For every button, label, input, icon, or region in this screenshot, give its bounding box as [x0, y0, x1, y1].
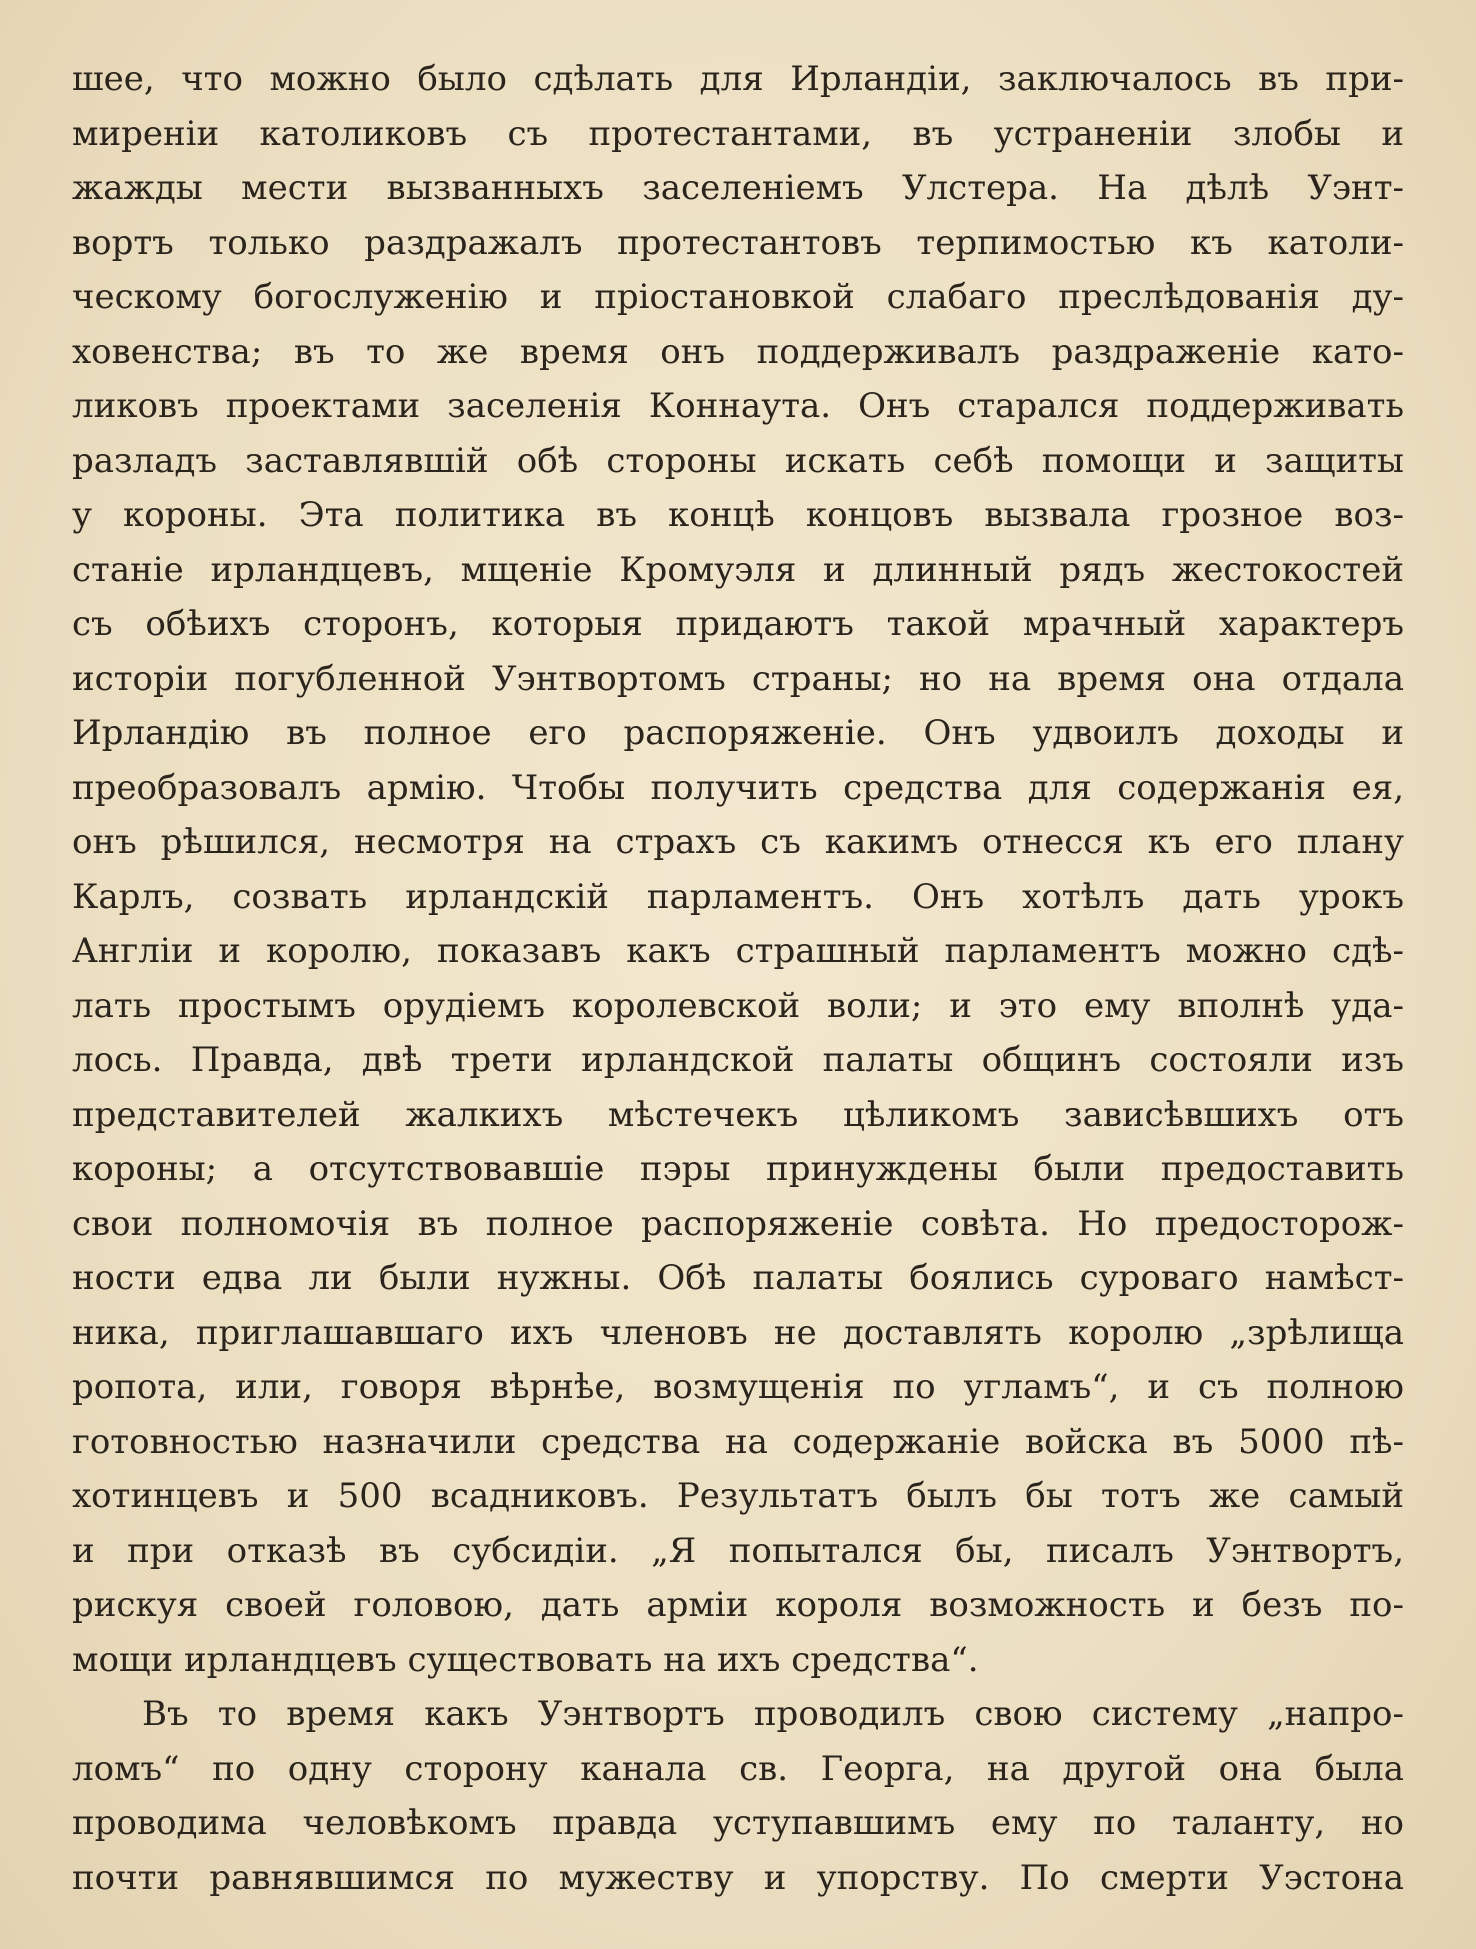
text-line: почти равнявшимся по мужеству и упорству. По смерти Уэстона: [72, 1857, 1404, 1898]
text-line: представителей жалкихъ мѣстечекъ цѣликомъ зависѣвшихъ отъ: [72, 1094, 1404, 1135]
text-line: ломъ“ по одну сторону канала св. Георга, на другой она была: [72, 1748, 1404, 1789]
text-line: онъ рѣшился, несмотря на страхъ съ какимъ отнесся къ его плану: [72, 822, 1404, 862]
text-line: Ирландію въ полное его распоряженіе. Онъ удвоилъ доходы и: [72, 713, 1404, 753]
text-line: ропота, или, говоря вѣрнѣе, возмущенія по угламъ“, и съ полною: [72, 1367, 1404, 1407]
text-line: жажды мести вызванныхъ заселеніемъ Улстера. На дѣлѣ Уэнт-: [72, 168, 1404, 208]
text-line: разладъ заставлявшій обѣ стороны искать себѣ помощи и защиты: [72, 440, 1404, 481]
text-line: шее, что можно было сдѣлать для Ирландіи, заключалось въ при-: [72, 59, 1404, 99]
text-line: исторіи погубленной Уэнтвортомъ страны; но на время она отдала: [72, 658, 1404, 699]
text-line: съ обѣихъ сторонъ, которыя придаютъ такой мрачный характеръ: [72, 604, 1404, 644]
text-line: Карлъ, созвать ирландскій парламентъ. Онъ хотѣлъ дать урокъ: [72, 876, 1404, 917]
text-line: у короны. Эта политика въ концѣ концовъ вызвала грозное воз-: [72, 495, 1404, 535]
text-line: ника, приглашавшаго ихъ членовъ не доставлять королю „зрѣлища: [72, 1312, 1404, 1353]
text-line: лось. Правда, двѣ трети ирландской палаты общинъ состояли изъ: [72, 1040, 1404, 1080]
text-line: проводима человѣкомъ правда уступавшимъ ему по таланту, но: [72, 1803, 1404, 1843]
text-line: и при отказѣ въ субсидіи. „Я попытался бы, писалъ Уэнтвортъ,: [72, 1530, 1404, 1571]
page-text: [72, 52, 1404, 1905]
text-line: хотинцевъ и 500 всадниковъ. Результатъ былъ бы тотъ же самый: [72, 1476, 1404, 1516]
text-line: миреніи католиковъ съ протестантами, въ устраненіи злобы и: [72, 113, 1404, 154]
paragraph-end-line: мощи ирландцевъ существовать на ихъ средства“.: [72, 1639, 979, 1680]
paragraph-start-line: Въ то время какъ Уэнтвортъ проводилъ свою систему „напро-: [142, 1694, 1404, 1734]
text-line: ности едва ли были нужны. Обѣ палаты боялись суроваго намѣст-: [72, 1258, 1404, 1298]
text-line: Англіи и королю, показавъ какъ страшный парламентъ можно сдѣ-: [72, 931, 1404, 971]
text-line: готовностью назначили средства на содержаніе войска въ 5000 пѣ-: [72, 1421, 1404, 1462]
text-line: ческому богослуженію и пріостановкой слабаго преслѣдованія ду-: [72, 277, 1404, 317]
text-line: свои полномочія въ полное распоряженіе совѣта. Но предосторож-: [72, 1203, 1404, 1244]
text-line: преобразовалъ армію. Чтобы получить средства для содержанія ея,: [72, 767, 1404, 808]
text-line: короны; а отсутствовавшіе пэры принуждены были предоставить: [72, 1149, 1404, 1189]
text-line: вортъ только раздражалъ протестантовъ терпимостью къ католи-: [72, 222, 1404, 263]
text-line: станіе ирландцевъ, мщеніе Кромуэля и длинный рядъ жестокостей: [72, 549, 1404, 590]
text-line: лать простымъ орудіемъ королевской воли; и это ему вполнѣ уда-: [72, 985, 1404, 1026]
text-line: рискуя своей головою, дать арміи короля возможность и безъ по-: [72, 1585, 1404, 1625]
text-line: ликовъ проектами заселенія Коннаута. Онъ старался поддерживать: [72, 386, 1404, 426]
text-line: ховенства; въ то же время онъ поддерживалъ раздраженіе като-: [72, 331, 1404, 372]
